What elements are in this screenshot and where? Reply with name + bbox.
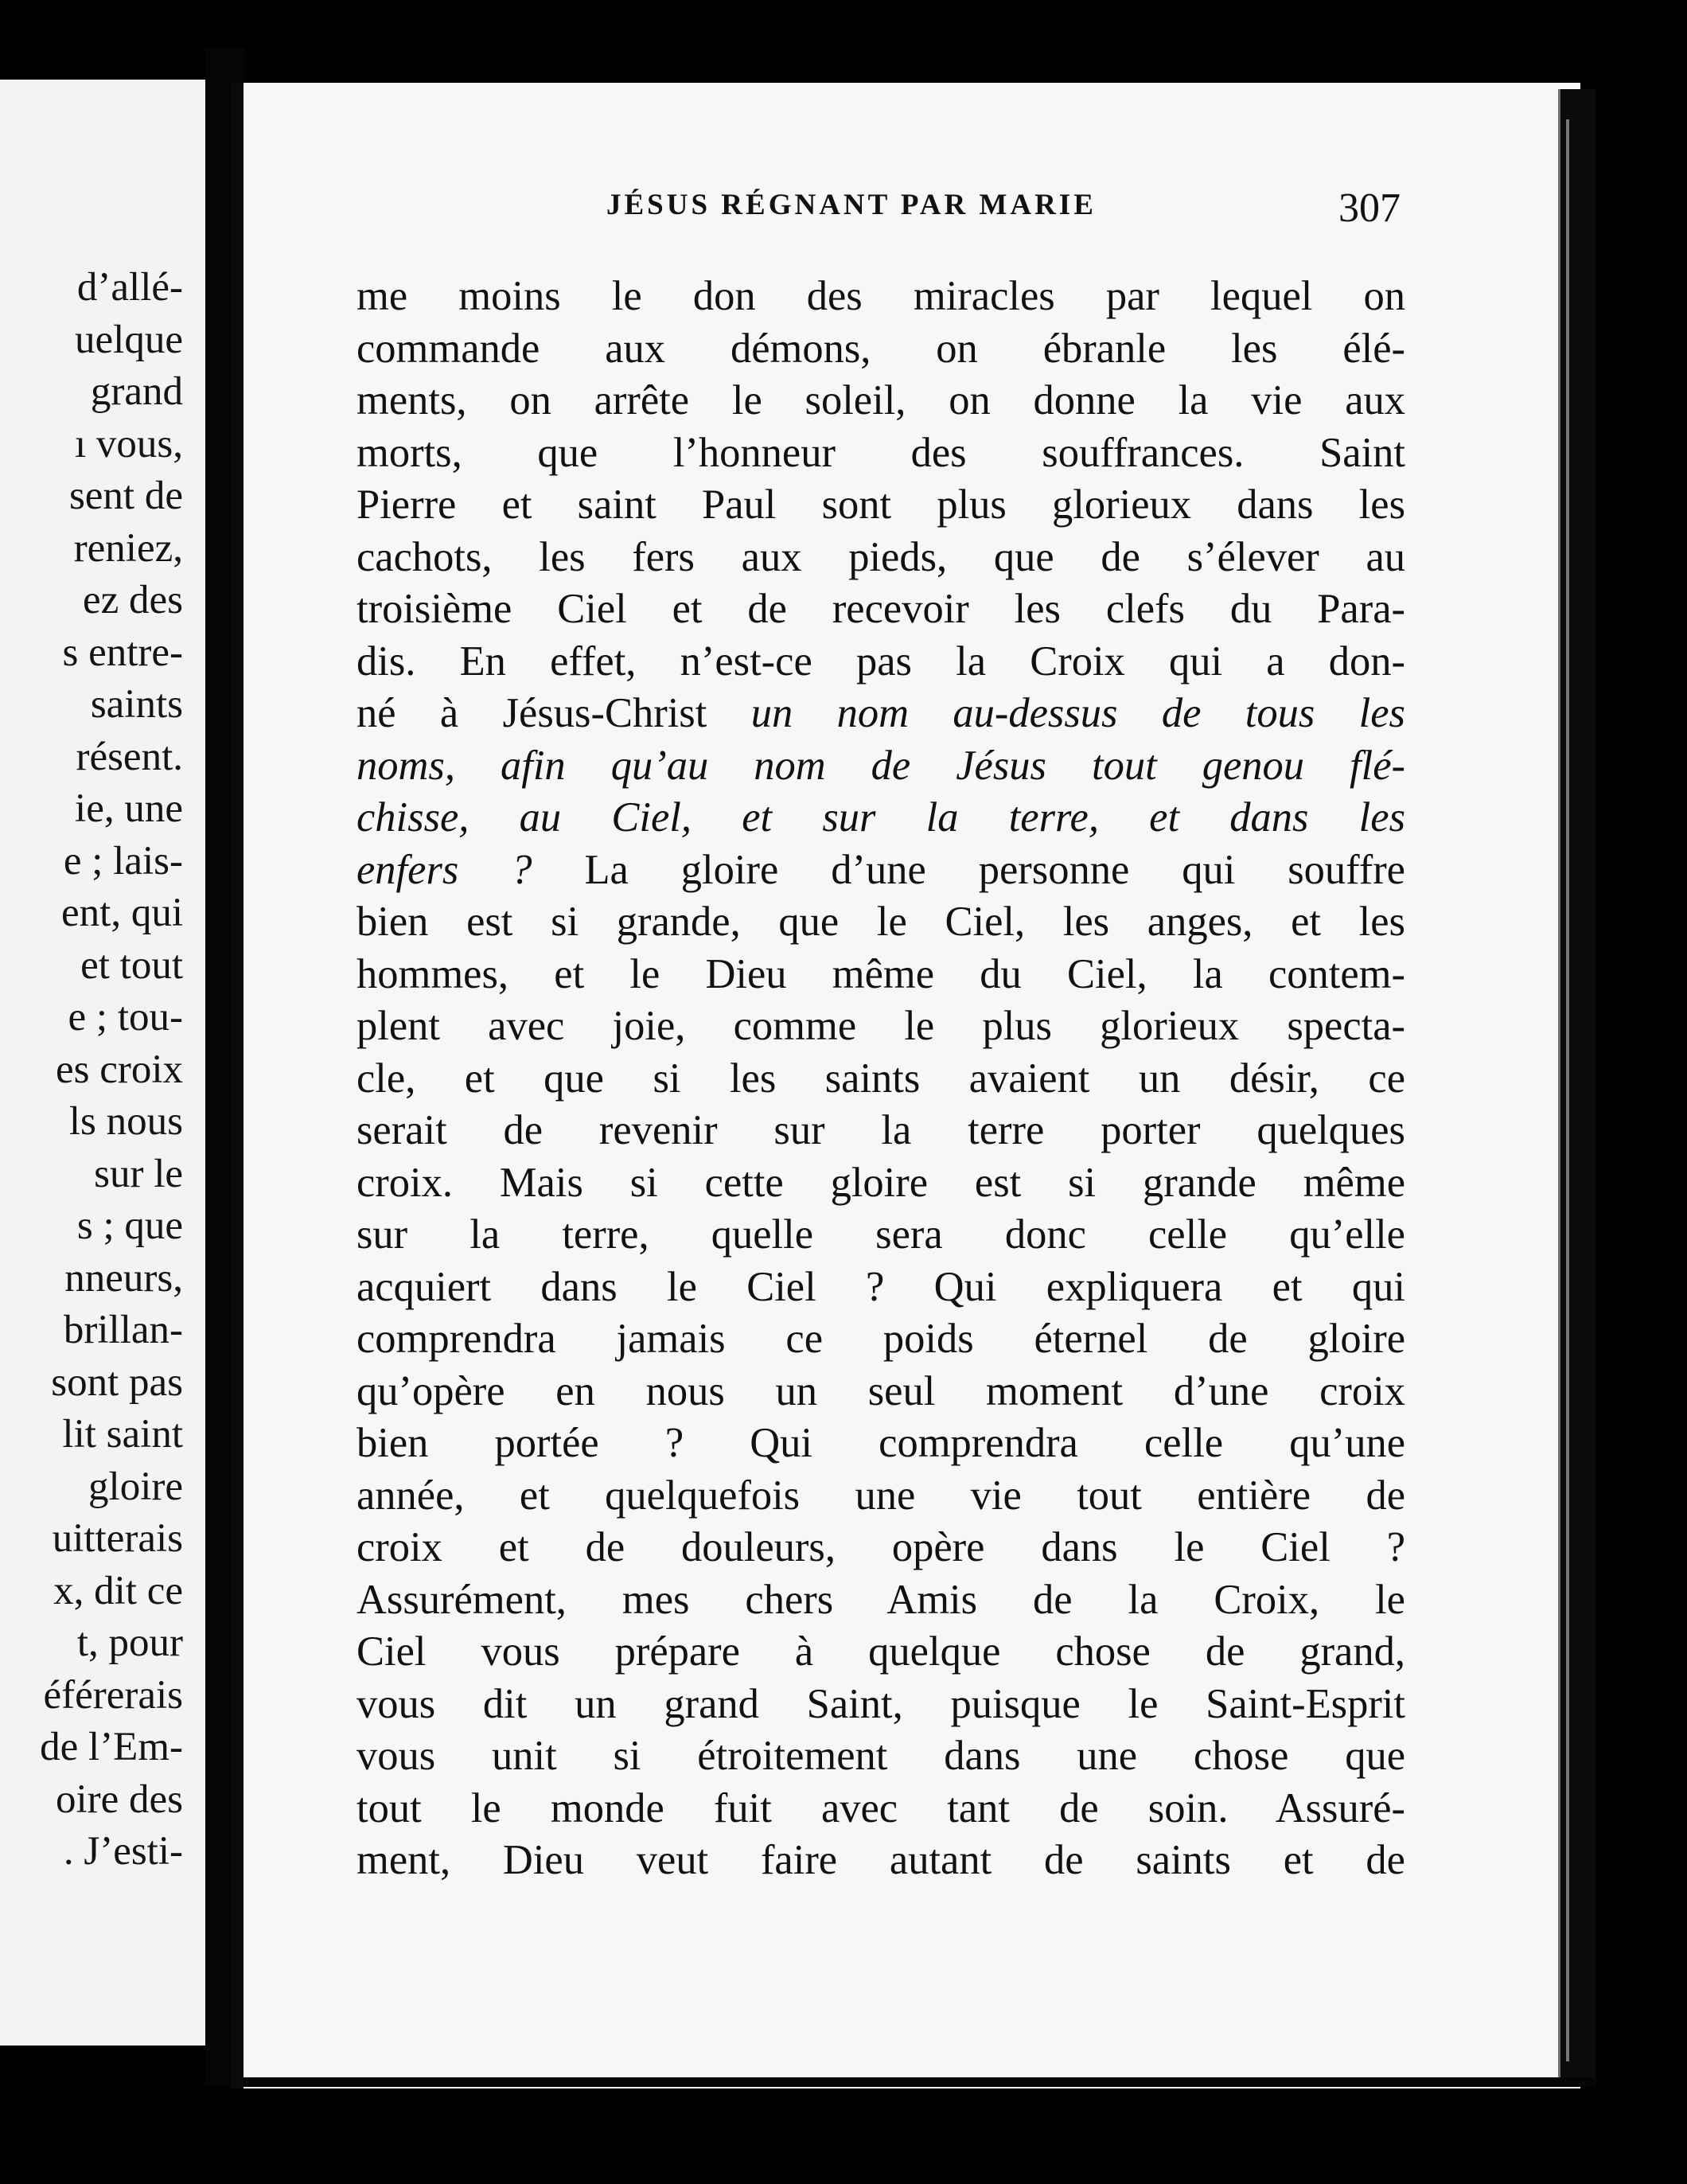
- left-page-line: lit saint: [62, 1412, 183, 1457]
- text-line: [356, 1470, 1405, 1523]
- left-page-line: oire des: [55, 1776, 183, 1822]
- text-run: comprendra jamais ce poids éternel de gloire: [356, 1316, 1405, 1362]
- left-page-line: nneurs,: [64, 1255, 183, 1301]
- text-run: commande aux démons, on ébranle les élé-: [356, 325, 1405, 372]
- text-run: sur la terre, quelle sera donc celle qu’elle: [356, 1211, 1405, 1258]
- italic-run: un nom au-dessus de tous les: [750, 690, 1405, 736]
- text-line: [356, 1262, 1405, 1314]
- italic-run: enfers ?: [356, 846, 532, 893]
- left-page-line: x, dit ce: [53, 1568, 183, 1613]
- text-run: cachots, les fers aux pieds, que de s’élever au: [356, 533, 1405, 580]
- text-run: croix et de douleurs, opère dans le Ciel ?: [356, 1524, 1405, 1570]
- text-run: me moins le don des miracles par lequel on: [356, 273, 1405, 319]
- left-page-line: t, pour: [76, 1620, 183, 1665]
- text-line: [356, 427, 1405, 480]
- text-run: ment, Dieu veut faire autant de saints et de: [356, 1837, 1405, 1883]
- text-line: [356, 1105, 1405, 1157]
- left-page-line: sont pas: [51, 1359, 183, 1405]
- text-line: [356, 1679, 1405, 1731]
- text-line: [356, 949, 1405, 1001]
- text-run: cle, et que si les saints avaient un désir, ce: [356, 1055, 1405, 1102]
- left-page-line: brillan-: [63, 1308, 183, 1352]
- page-edge-line: [1566, 119, 1569, 2061]
- text-run: acquiert dans le Ciel ? Qui expliquera et qui: [356, 1263, 1405, 1310]
- text-line: [356, 1522, 1405, 1574]
- text-run: hommes, et le Dieu même du Ciel, la contem-: [356, 950, 1405, 997]
- text-line: [356, 636, 1405, 688]
- left-page-line: s entre-: [62, 630, 183, 675]
- text-run: croix. Mais si cette gloire est si grande même: [356, 1159, 1405, 1206]
- text-line: [356, 1574, 1405, 1627]
- left-page-line: et tout: [80, 942, 183, 988]
- text-line: [356, 479, 1405, 532]
- left-page-line: de l’Em-: [40, 1725, 183, 1769]
- text-line: [356, 583, 1405, 636]
- italic-run: chisse, au Ciel, et sur la terre, et dans les: [356, 794, 1405, 840]
- text-line: [356, 688, 1405, 740]
- text-run: qu’opère en nous un seul moment d’une croix: [356, 1367, 1405, 1414]
- text-run: Ciel vous prépare à quelque chose de grand,: [356, 1628, 1405, 1675]
- text-run: bien portée ? Qui comprendra celle qu’une: [356, 1420, 1405, 1466]
- left-page-line: s ; que: [76, 1203, 183, 1248]
- text-run: plent avec joie, comme le plus glorieux specta-: [356, 1003, 1405, 1049]
- left-page-line: ie, une: [75, 786, 183, 831]
- text-line: [356, 1157, 1405, 1210]
- text-line: [356, 1626, 1405, 1679]
- text-line: [356, 1783, 1405, 1835]
- text-line: [356, 1313, 1405, 1366]
- left-page-line: uitterais: [52, 1516, 183, 1561]
- left-page-line: d’allé-: [76, 265, 183, 310]
- left-page-line: reniez,: [73, 525, 183, 571]
- text-run: Pierre et saint Paul sont plus glorieux dans les: [356, 482, 1405, 528]
- text-line: [356, 740, 1405, 793]
- text-run: La gloire d’une personne qui souffre: [532, 846, 1405, 893]
- left-page-line: uelque: [75, 317, 183, 362]
- left-page-line: gloire: [88, 1464, 183, 1509]
- text-line: [356, 1418, 1405, 1470]
- left-page-line: résent.: [76, 734, 183, 779]
- text-run: vous unit si étroitement dans une chose que: [356, 1733, 1405, 1779]
- left-page-line: grand: [90, 369, 183, 414]
- text-line: [356, 1835, 1405, 1887]
- italic-run: noms, afin qu’au nom de Jésus tout genou flé-: [356, 742, 1405, 789]
- page-edge: [1558, 89, 1595, 2079]
- page-number: 307: [1338, 185, 1401, 231]
- text-line: [356, 532, 1405, 584]
- left-page-line: sent de: [68, 474, 183, 518]
- text-line: [356, 1730, 1405, 1783]
- left-page-line: e ; lais-: [63, 838, 183, 883]
- text-line: [356, 1053, 1405, 1106]
- text-line: [356, 323, 1405, 376]
- text-run: troisième Ciel et de recevoir les clefs du Para-: [356, 586, 1405, 632]
- bottom-edge: [244, 2077, 1596, 2087]
- text-run: tout le monde fuit avec tant de soin. Assuré-: [356, 1784, 1405, 1831]
- text-line: [356, 271, 1405, 323]
- text-line: [356, 792, 1405, 844]
- text-line: [356, 1000, 1405, 1053]
- left-page-line: e ; tou-: [68, 995, 183, 1039]
- text-run: dis. En effet, n’est-ce pas la Croix qui a don-: [356, 638, 1405, 684]
- left-page-line: saints: [90, 682, 183, 727]
- text-line: [356, 375, 1405, 427]
- left-page-line: ent, qui: [61, 891, 183, 935]
- left-page-line: ı vous,: [74, 421, 183, 466]
- text-run: Assurément, mes chers Amis de la Croix, le: [356, 1576, 1405, 1623]
- text-line: [356, 1366, 1405, 1418]
- body-text: [356, 271, 1405, 1887]
- left-page-line: ez des: [82, 578, 183, 622]
- left-page-line: . J’esti-: [63, 1829, 183, 1874]
- text-run: ments, on arrête le soleil, on donne la vie aux: [356, 377, 1405, 423]
- text-run: morts, que l’honneur des souffrances. Saint: [356, 429, 1405, 476]
- left-page-fragment: [0, 80, 205, 2046]
- left-page-line: ls nous: [68, 1099, 183, 1144]
- text-line: [356, 896, 1405, 949]
- left-page-line: éférerais: [43, 1672, 183, 1718]
- text-run: année, et quelquefois une vie tout entière de: [356, 1472, 1405, 1519]
- text-line: [356, 1209, 1405, 1262]
- left-page-line: sur le: [94, 1151, 183, 1196]
- text-line: [356, 844, 1405, 897]
- text-run: bien est si grande, que le Ciel, les anges, et les: [356, 899, 1405, 945]
- running-head: JÉSUS RÉGNANT PAR MARIE: [606, 189, 1097, 221]
- text-run: serait de revenir sur la terre porter quelques: [356, 1107, 1405, 1153]
- text-run: né à Jésus-Christ: [356, 690, 751, 736]
- left-page-line: es croix: [55, 1047, 183, 1092]
- text-run: vous dit un grand Saint, puisque le Saint-Esprit: [356, 1680, 1405, 1727]
